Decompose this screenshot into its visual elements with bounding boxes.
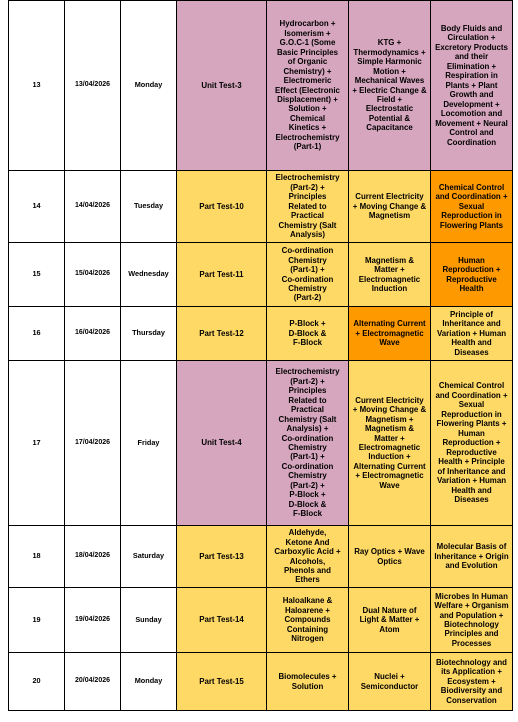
day-cell: Tuesday [121,171,177,243]
serial-number-cell: 20 [9,653,65,711]
schedule-table [8,0,513,711]
biology-syllabus-cell: Chemical Control and Coordination + Sexual Reproduction in Flowering Plants + Human Reproduction + Reproductive Health + Principle of Inheritance and Variation + Human Health and Diseases [431,361,513,526]
physics-syllabus-cell: Current Electricity + Moving Change & Magnetism + Magnetism & Matter + Electromagnetic Induction + Alternating Current + Electromagnetic Wave [349,361,431,526]
table-row [9,171,513,243]
date-cell: 16/04/2026 [65,307,121,361]
day-cell: Monday [121,653,177,711]
test-name-cell: Part Test-12 [177,307,267,361]
chemistry-syllabus-cell: Electrochemistry (Part-2) + Principles Related to Practical Chemistry (Salt Analysis) + Co-ordination Chemistry (Part-1) + Co-ordination Chemistry (Part-2) + P-Block + D-Block & F-Block [267,361,349,526]
chemistry-syllabus-cell: Hydrocarbon + Isomerism + G.O.C-1 (Some Basic Principles of Organic Chemistry) + Electromeric Effect (Electronic Displacement) + Solution + Chemical Kinetics + Electrochemistry (Part-1) [267,1,349,171]
table-row [9,307,513,361]
date-cell: 14/04/2026 [65,171,121,243]
test-name-cell: Part Test-15 [177,653,267,711]
test-name-cell: Unit Test-3 [177,1,267,171]
table-row [9,243,513,307]
chemistry-syllabus-cell: Aldehyde, Ketone And Carboxylic Acid + Alcohols, Phenols and Ethers [267,526,349,588]
biology-syllabus-cell: Principle of Inheritance and Variation + Human Health and Diseases [431,307,513,361]
chemistry-syllabus-cell: Haloalkane & Haloarene + Compounds Containing Nitrogen [267,588,349,653]
date-cell: 20/04/2026 [65,653,121,711]
chemistry-syllabus-cell: Co-ordination Chemistry (Part-1) + Co-ordination Chemistry (Part-2) [267,243,349,307]
biology-syllabus-cell: Microbes In Human Welfare + Organism and Population + Biotechnology Principles and Processes [431,588,513,653]
test-name-cell: Part Test-14 [177,588,267,653]
test-name-cell: Part Test-11 [177,243,267,307]
physics-syllabus-cell: Current Electricity + Moving Change & Magnetism [349,171,431,243]
physics-syllabus-cell: Magnetism & Matter + Electromagnetic Induction [349,243,431,307]
test-name-cell: Part Test-10 [177,171,267,243]
table-row [9,1,513,171]
physics-syllabus-cell: Dual Nature of Light & Matter + Atom [349,588,431,653]
biology-syllabus-cell: Body Fluids and Circulation + Excretory Products and their Elimination + Respiration in Plants + Plant Growth and Development + Locomotion and Movement + Neural Control and Coordination [431,1,513,171]
serial-number-cell: 14 [9,171,65,243]
chemistry-syllabus-cell: Biomolecules + Solution [267,653,349,711]
biology-syllabus-cell: Human Reproduction + Reproductive Health [431,243,513,307]
biology-syllabus-cell: Molecular Basis of Inheritance + Origin and Evolution [431,526,513,588]
serial-number-cell: 13 [9,1,65,171]
test-name-cell: Unit Test-4 [177,361,267,526]
date-cell: 13/04/2026 [65,1,121,171]
day-cell: Thursday [121,307,177,361]
date-cell: 19/04/2026 [65,588,121,653]
serial-number-cell: 17 [9,361,65,526]
serial-number-cell: 16 [9,307,65,361]
day-cell: Monday [121,1,177,171]
physics-syllabus-cell: KTG + Thermodynamics + Simple Harmonic Motion + Mechanical Waves + Electric Change & Field + Electrostatic Potential & Capacitance [349,1,431,171]
chemistry-syllabus-cell: Electrochemistry (Part-2) + Principles Related to Practical Chemistry (Salt Analysis) [267,171,349,243]
physics-syllabus-cell: Alternating Current + Electromagnetic Wave [349,307,431,361]
serial-number-cell: 15 [9,243,65,307]
biology-syllabus-cell: Chemical Control and Coordination + Sexual Reproduction in Flowering Plants [431,171,513,243]
chemistry-syllabus-cell: P-Block + D-Block & F-Block [267,307,349,361]
physics-syllabus-cell: Ray Optics + Wave Optics [349,526,431,588]
date-cell: 18/04/2026 [65,526,121,588]
day-cell: Friday [121,361,177,526]
serial-number-cell: 19 [9,588,65,653]
table-row [9,588,513,653]
test-name-cell: Part Test-13 [177,526,267,588]
biology-syllabus-cell: Biotechnology and its Application + Ecosystem + Biodiversity and Conservation [431,653,513,711]
physics-syllabus-cell: Nuclei + Semiconductor [349,653,431,711]
table-row [9,526,513,588]
date-cell: 17/04/2026 [65,361,121,526]
day-cell: Wednesday [121,243,177,307]
serial-number-cell: 18 [9,526,65,588]
day-cell: Saturday [121,526,177,588]
table-row [9,653,513,711]
day-cell: Sunday [121,588,177,653]
table-row [9,361,513,526]
date-cell: 15/04/2026 [65,243,121,307]
